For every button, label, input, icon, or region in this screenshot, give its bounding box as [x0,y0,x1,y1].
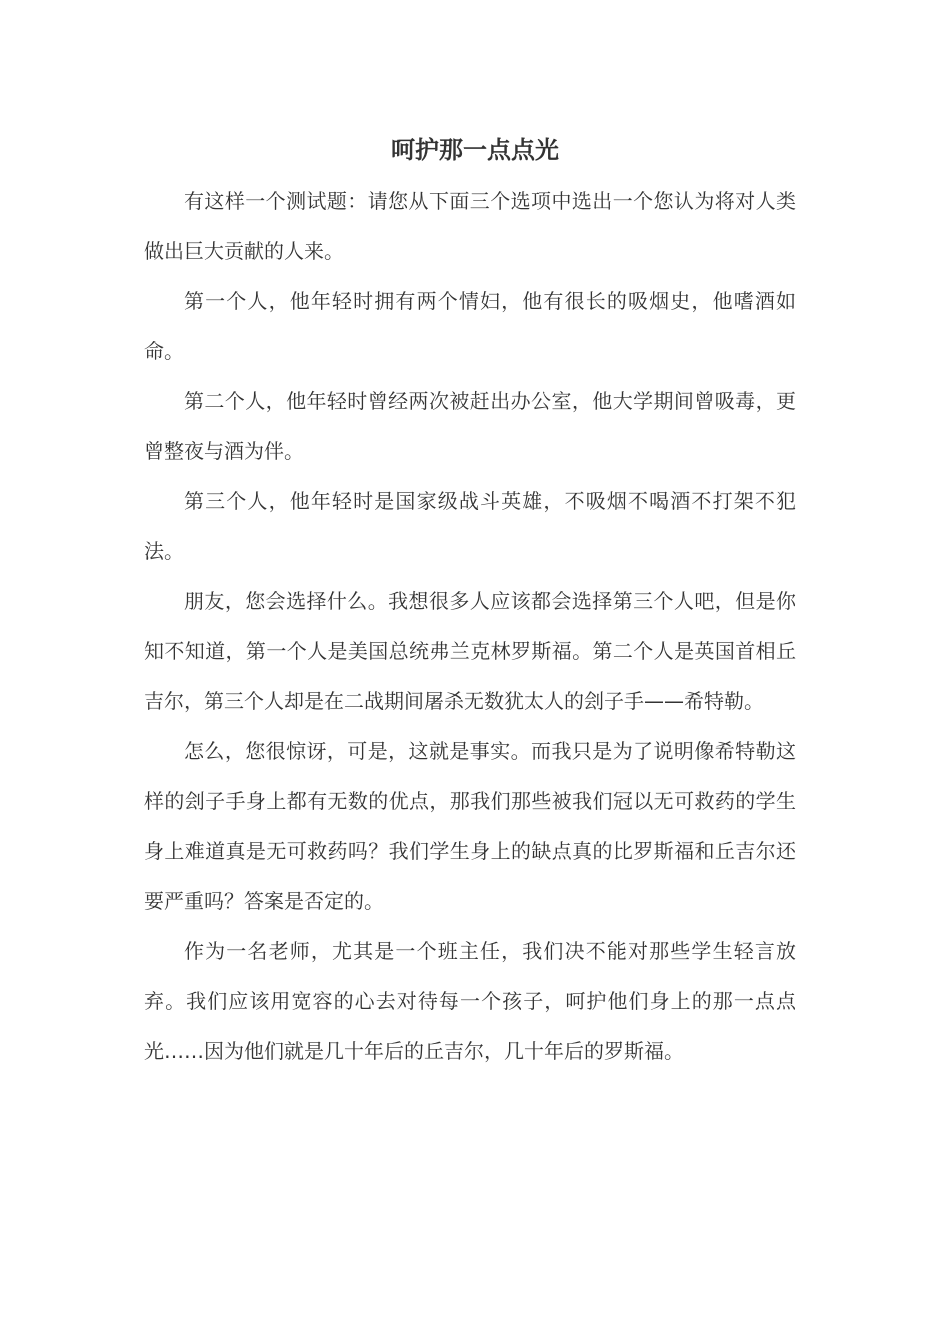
paragraph-conclusion: 作为一名老师，尤其是一个班主任，我们决不能对那些学生轻言放弃。我们应该用宽容的心去对待每一个孩子，呵护他们身上的那一点点光……因为他们就是几十年后的丘吉尔，几十年后的罗斯福。 [144,939,796,1063]
paragraph-reflection: 怎么，您很惊讶，可是，这就是事实。而我只是为了说明像希特勒这样的刽子手身上都有无数的优点，那我们那些被我们冠以无可救药的学生身上难道真是无可救药吗？我们学生身上的缺点真的比罗斯福和丘吉尔还要严重吗？答案是否定的。 [144,739,796,913]
document-title: 呵护那一点点光 [391,136,559,164]
paragraph-reveal: 朋友，您会选择什么。我想很多人应该都会选择第三个人吧，但是你知不知道，第一个人是美国总统弗兰克林罗斯福。第二个人是英国首相丘吉尔，第三个人却是在二战期间屠杀无数犹太人的刽子手——希特勒。 [144,589,796,713]
document-body [144,176,796,1076]
paragraph-person-three: 第三个人，他年轻时是国家级战斗英雄，不吸烟不喝酒不打架不犯法。 [144,489,796,563]
paragraph-person-one: 第一个人，他年轻时拥有两个情妇，他有很长的吸烟史，他嗜酒如命。 [144,289,796,363]
paragraph-person-two: 第二个人，他年轻时曾经两次被赶出办公室，他大学期间曾吸毒，更曾整夜与酒为伴。 [144,389,796,463]
paragraph-intro: 有这样一个测试题：请您从下面三个选项中选出一个您认为将对人类做出巨大贡献的人来。 [144,189,796,263]
